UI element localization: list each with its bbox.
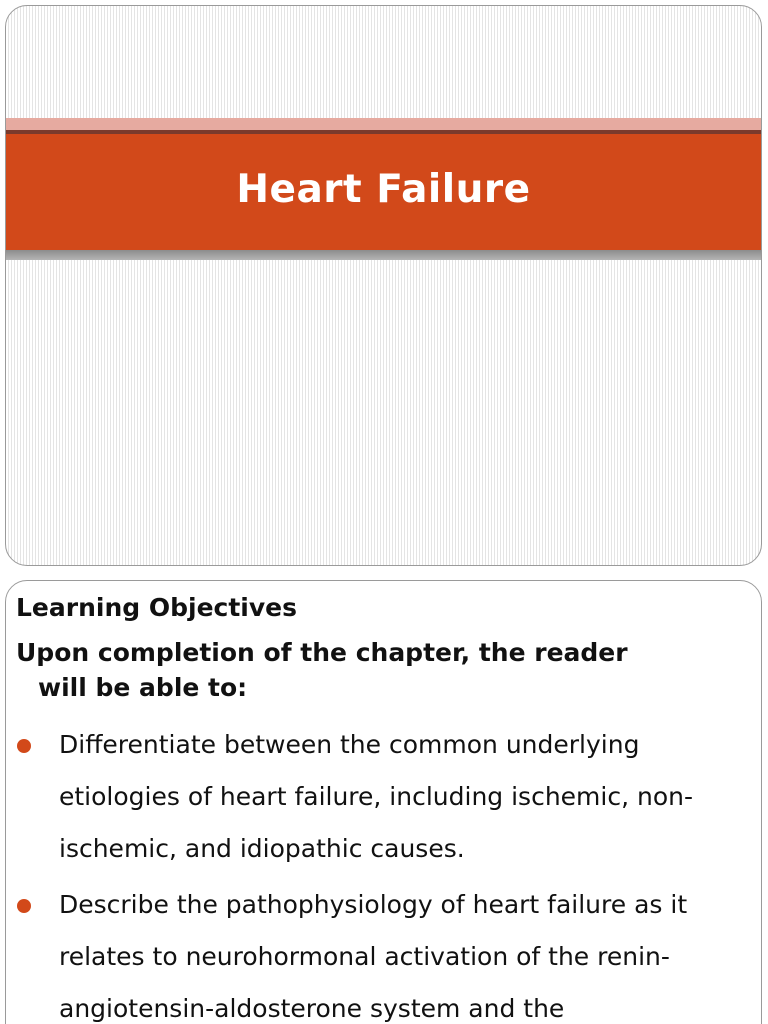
objectives-slide <box>5 580 762 1024</box>
objective-text: Describe the pathophysiology of heart failure as it relates to neurohormonal activation of the renin-angiotensin-aldosterone system and the <box>59 890 688 1023</box>
objective-text: Differentiate between the common underlying etiologies of heart failure, including ischemic, non-ischemic, and idiopathic causes. <box>59 730 693 863</box>
objectives-intro-line2: will be able to: <box>38 673 248 702</box>
bullet-icon <box>17 739 31 753</box>
objectives-intro <box>16 635 746 705</box>
bullet-icon <box>17 899 31 913</box>
slide-title: Heart Failure <box>236 167 531 212</box>
objectives-heading: Learning Objectives <box>16 593 297 622</box>
list-item <box>6 879 762 1024</box>
list-item <box>6 719 762 875</box>
title-band-bottom-shadow <box>6 250 761 260</box>
title-slide <box>5 5 762 566</box>
title-band-top-accent <box>6 118 761 130</box>
objectives-intro-line1: Upon completion of the chapter, the reader <box>16 638 628 667</box>
objectives-list <box>6 719 762 1024</box>
title-band <box>6 134 761 250</box>
